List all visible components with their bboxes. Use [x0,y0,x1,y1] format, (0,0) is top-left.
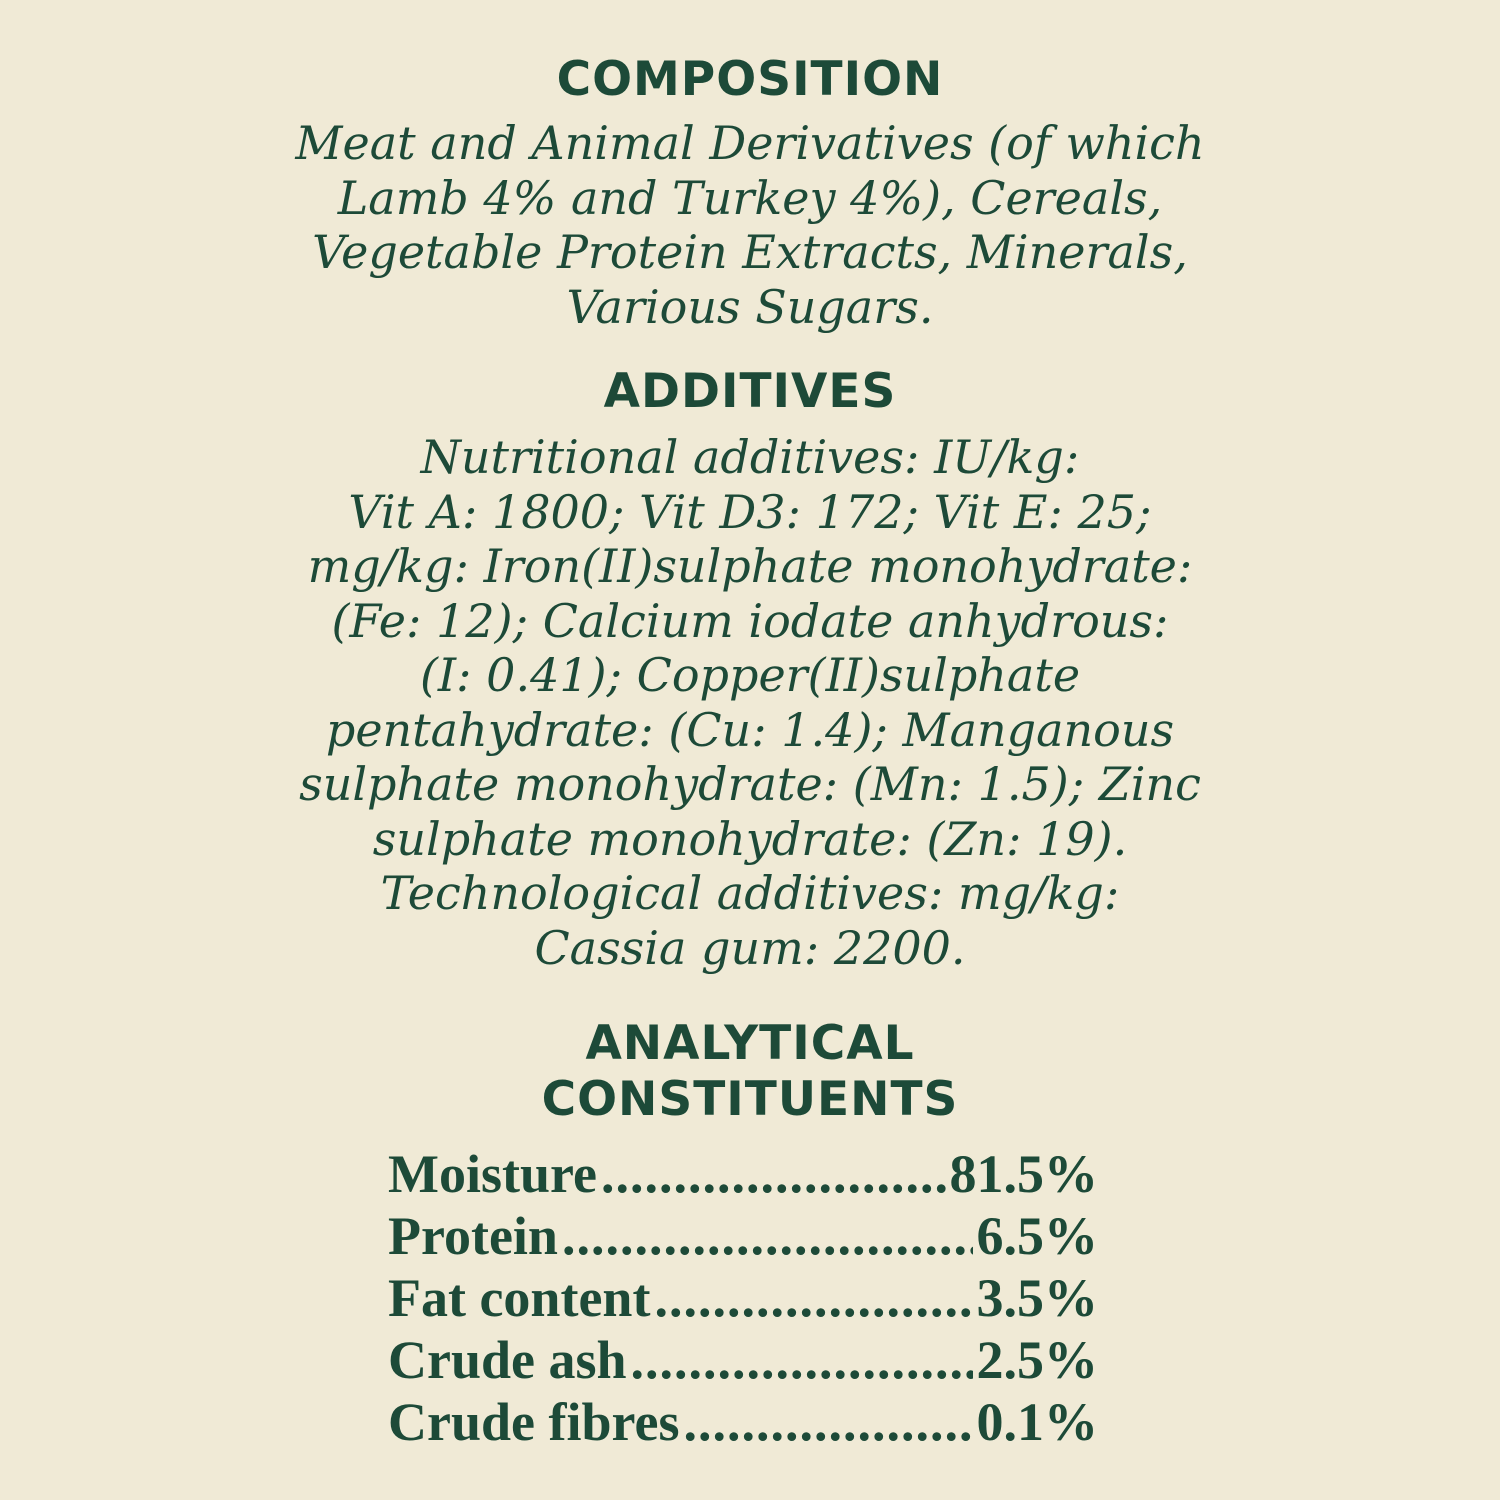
additives-line: sulphate monohydrate: (Mn: 1.5); Zinc [299,757,1201,811]
constituent-label: Crude fibres [388,1392,680,1452]
constituent-value: 81.5% [949,1144,1098,1204]
additives-line: Cassia gum: 2200. [534,920,966,975]
additives-line: (Fe: 12); Calcium iodate anhydrous: [331,593,1169,648]
constituent-value: 3.5% [976,1268,1098,1328]
constituent-value: 0.1% [976,1392,1098,1452]
composition-line: Various Sugars. [566,279,934,334]
additives-line: Vit A: 1800; Vit D3: 172; Vit E: 25; [348,484,1152,539]
dot-leader [562,1205,973,1267]
constituent-row [388,1143,1098,1205]
additives-text [0,430,1500,975]
dot-leader [654,1267,972,1329]
composition-text [0,116,1500,334]
composition-heading: COMPOSITION [556,52,944,107]
dot-leader [684,1391,973,1453]
constituent-value: 2.5% [976,1330,1098,1390]
additives-heading: ADDITIVES [603,364,897,419]
additives-line: mg/kg: Iron(II)sulphate monohydrate: [307,539,1193,593]
composition-line: Meat and Animal Derivatives (of which [295,116,1205,170]
composition-line: Lamb 4% and Turkey 4%), Cereals, [337,170,1163,225]
additives-line: Nutritional additives: IU/kg: [420,430,1080,484]
constituent-label: Protein [388,1206,558,1266]
constituent-row [388,1329,1098,1391]
additives-line: pentahydrate: (Cu: 1.4); Manganous [325,702,1175,757]
analytical-heading: ANALYTICAL CONSTITUENTS [541,1016,959,1127]
constituent-row [388,1205,1098,1267]
constituent-row [388,1267,1098,1329]
analytical-constituents-table [388,1143,1098,1453]
dot-leader [631,1329,973,1391]
additives-line: sulphate monohydrate: (Zn: 19). [372,811,1128,866]
constituent-value: 6.5% [976,1206,1098,1266]
additives-line: (I: 0.41); Copper(II)sulphate [419,648,1081,702]
composition-line: Vegetable Protein Extracts, Minerals, [312,225,1188,279]
dot-leader [601,1143,946,1205]
constituent-row [388,1391,1098,1453]
constituent-label: Crude ash [388,1330,627,1390]
additives-line: Technological additives: mg/kg: [380,866,1120,920]
constituent-label: Fat content [388,1268,651,1328]
constituent-label: Moisture [388,1144,597,1204]
